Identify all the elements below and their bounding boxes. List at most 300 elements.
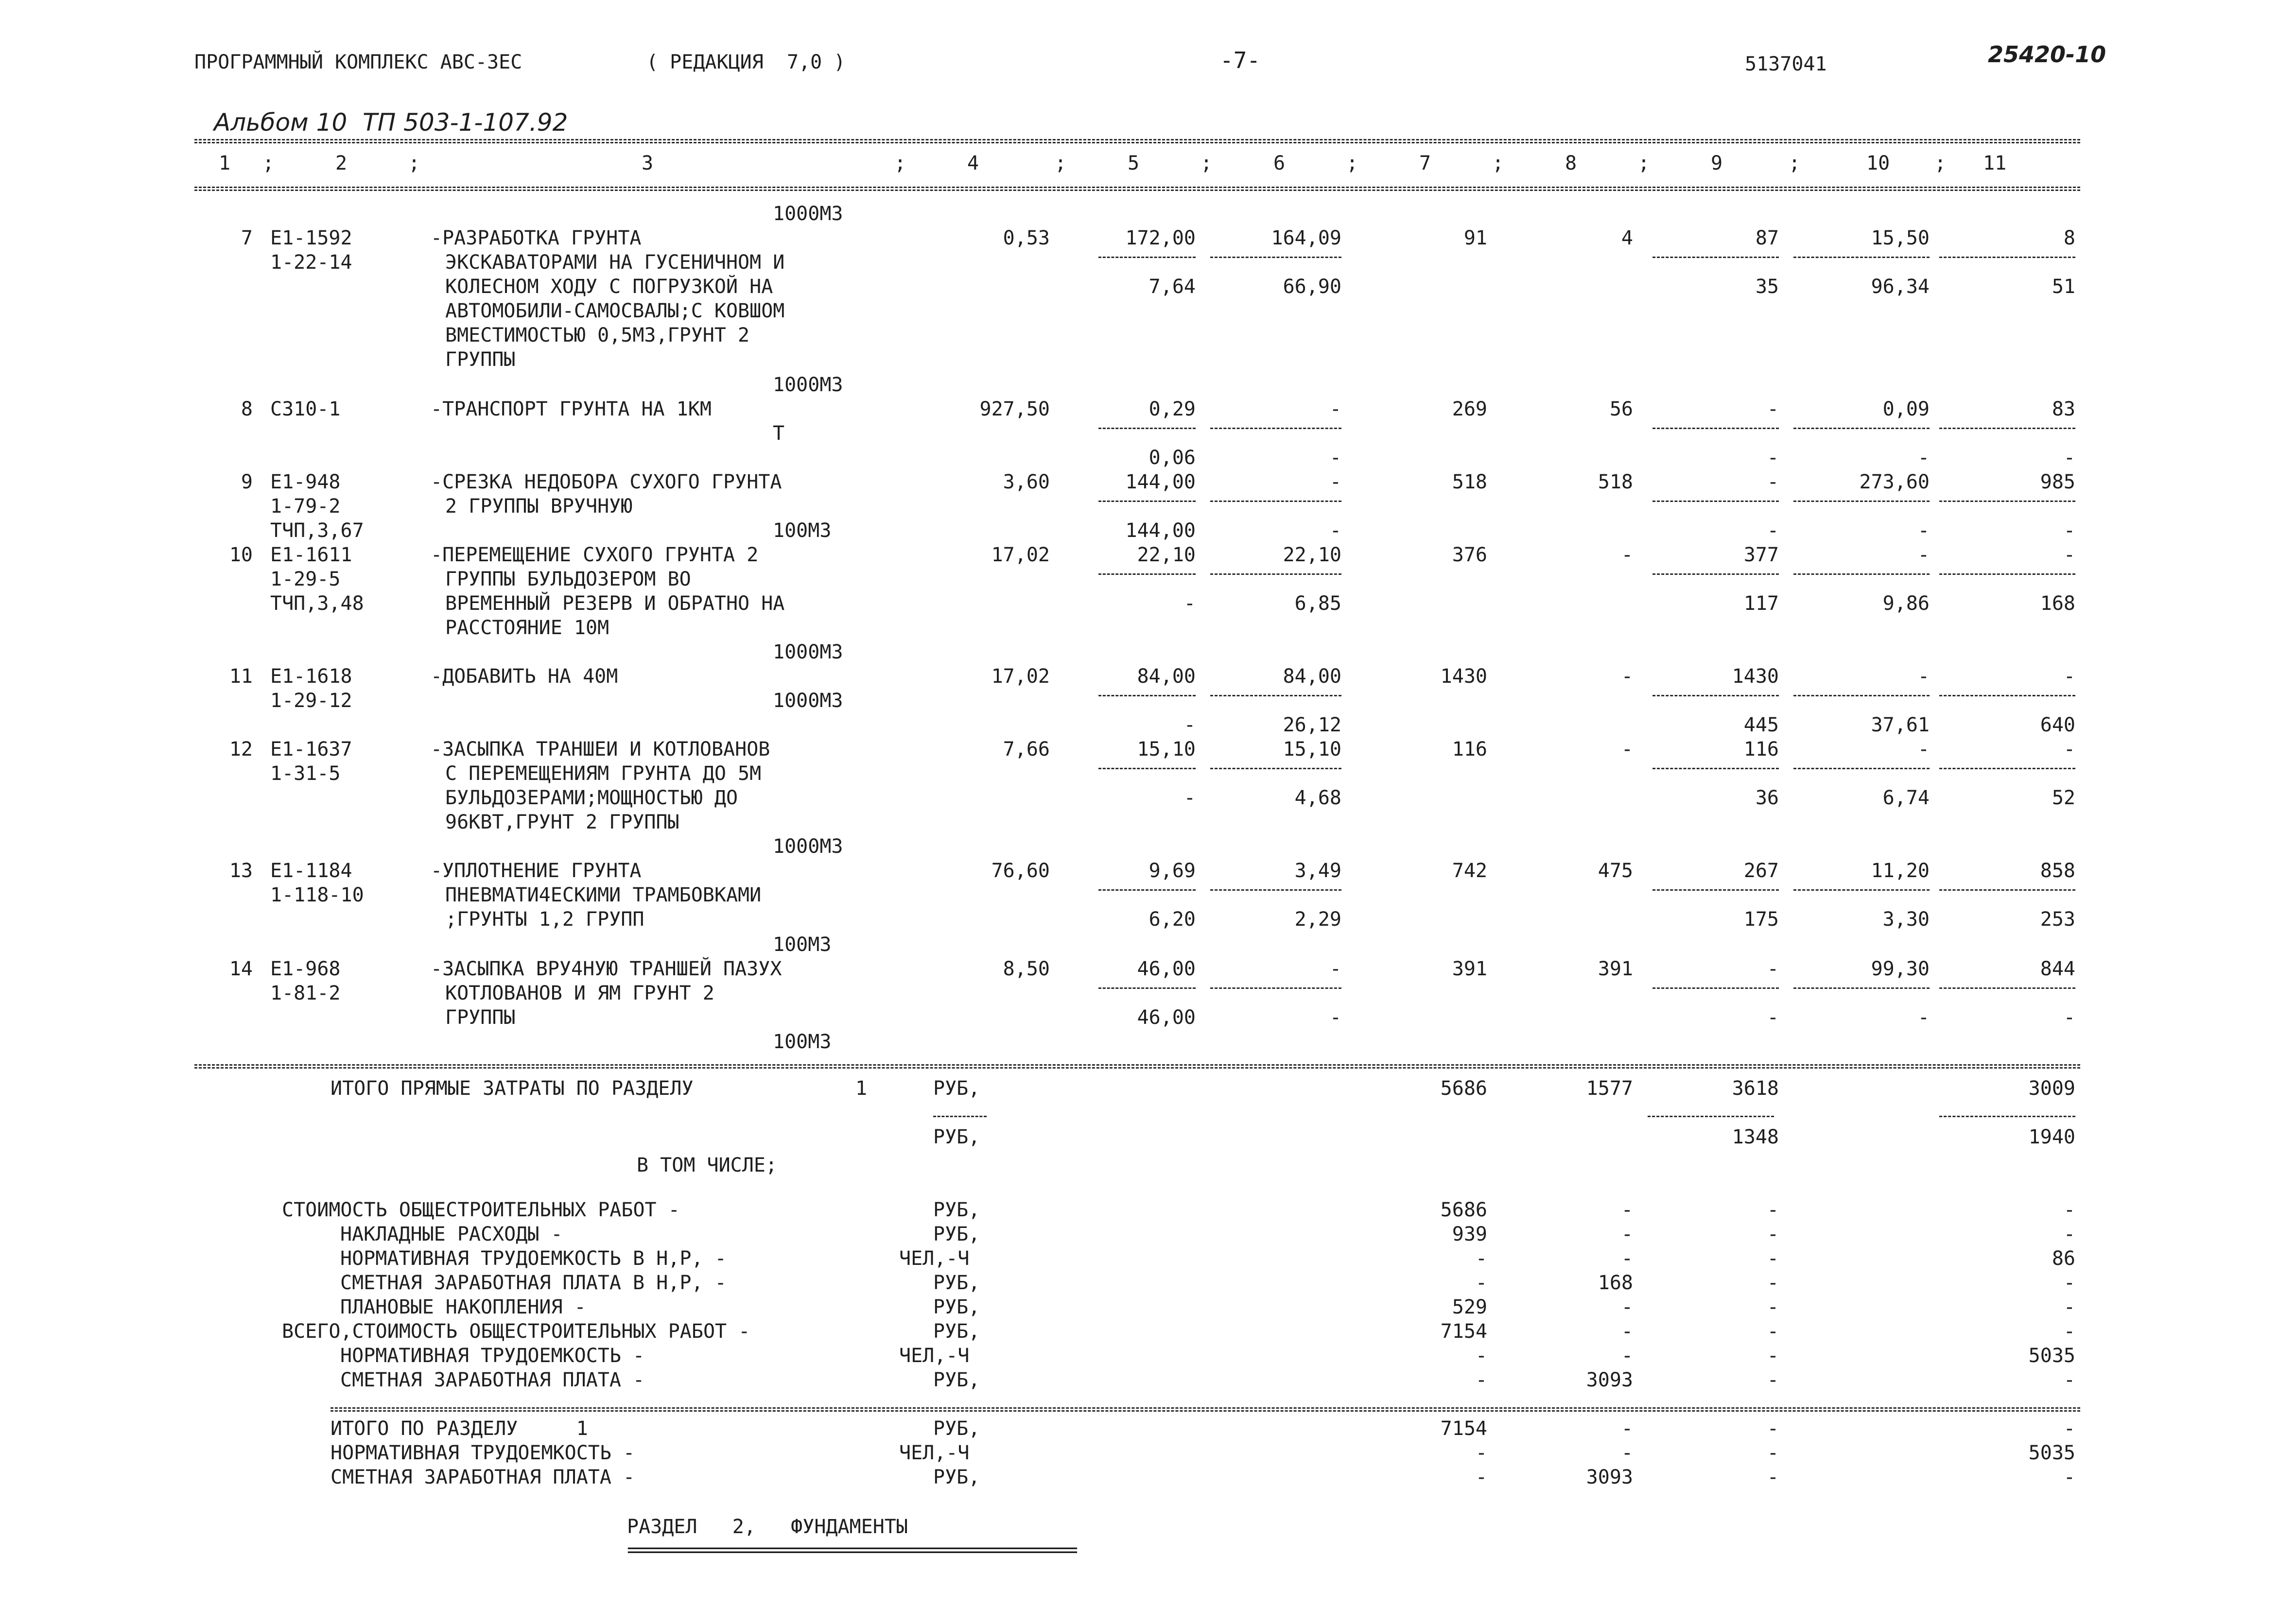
value-c9: 116 [1743,738,1779,760]
column-header-1: 1 [219,152,231,174]
value-c7: 1430 [1440,665,1487,688]
item-description: КОТЛОВАНОВ И ЯМ ГРУНТ 2 [445,982,714,1004]
value-c10: 9,86 [1882,592,1930,615]
summary-c7: - [1475,1369,1487,1391]
value-c11: 640 [2040,714,2075,736]
item-number: 12 [229,738,253,760]
value-separator-rule [1210,695,1341,696]
section-total-c11: - [2063,1466,2075,1488]
value-separator-rule [1652,257,1779,258]
summary-c8: - [1621,1223,1633,1245]
value-c5: 144,00 [1125,519,1196,542]
value-c6: - [1329,519,1341,542]
value-c10: - [1917,447,1930,469]
value-c5: 6,20 [1148,908,1196,931]
value-c11: 8 [2063,227,2075,249]
value-c10: 6,74 [1882,787,1930,809]
value-c9: - [1767,1006,1779,1029]
value-c7: 116 [1452,738,1487,760]
totals-rule [194,1064,2080,1066]
header-rule-top [194,139,2080,140]
column-separator: ; [408,152,420,174]
value-c11: 51 [2052,276,2075,298]
column-separator: ; [1346,152,1358,174]
item-code: С310-1 [270,398,341,420]
value-separator-rule [1098,501,1196,502]
summary-label: НАКЛАДНЫЕ РАСХОДЫ - [340,1223,563,1245]
item-code: Е1-948 [270,471,341,493]
item-description: ВМЕСТИМОСТЬЮ 0,5М3,ГРУНТ 2 [445,324,750,346]
section-total-c8: 3093 [1586,1466,1633,1488]
value-c10: 15,50 [1871,227,1930,249]
value-c11: 253 [2040,908,2075,931]
value-separator-rule [1210,501,1341,502]
section-total-label: СМЕТНАЯ ЗАРАБОТНАЯ ПЛАТА - [330,1466,635,1488]
item-number: 11 [229,665,253,688]
summary-label: СМЕТНАЯ ЗАРАБОТНАЯ ПЛАТА В Н,Р, - [340,1272,727,1294]
value-c10: 273,60 [1859,471,1930,493]
edition-label: ( РЕДАКЦИЯ 7,0 ) [646,51,846,73]
totals-rule-2 [194,1067,2080,1069]
value-c4: 17,02 [991,544,1050,566]
value-c4: 8,50 [1003,958,1050,980]
value-separator-rule [1098,573,1196,575]
item-code: ТЧП,3,48 [270,592,364,615]
section-total-c9: - [1767,1417,1779,1440]
value-c8: 4 [1621,227,1633,249]
value-separator-rule [1939,889,2075,891]
page-number: -7- [1220,47,1261,73]
value-separator-rule [1098,889,1196,891]
summary-unit: РУБ, [933,1272,980,1294]
value-c5: 9,69 [1148,860,1196,882]
column-header-8: 8 [1565,152,1577,174]
summary-unit: РУБ, [933,1199,980,1221]
value-c6: 2,29 [1294,908,1341,931]
item-code: Е1-1184 [270,860,352,882]
summary-c9: - [1767,1272,1779,1294]
value-c11: - [2063,544,2075,566]
section-total-c11: - [2063,1417,2075,1440]
item-number: 8 [241,398,253,420]
item-description: -СРЕЗКА НЕДОБОРА СУХОГО ГРУНТА [431,471,782,493]
value-separator-rule [1939,987,2075,989]
value-c5: 172,00 [1125,227,1196,249]
column-separator: ; [894,152,906,174]
item-code: 1-29-5 [270,568,341,590]
summary-c9: - [1767,1369,1779,1391]
value-separator-rule [1652,428,1779,429]
value-c6: 66,90 [1283,276,1341,298]
item-code: 1-118-10 [270,884,364,906]
value-c9: 267 [1743,860,1779,882]
value-separator-rule [1939,257,2075,258]
column-separator: ; [1638,152,1650,174]
value-c7: 376 [1452,544,1487,566]
value-c6: 6,85 [1294,592,1341,615]
unit-of-measure: 100М3 [773,519,832,542]
value-c4: 76,60 [991,860,1050,882]
including-label: В ТОМ ЧИСЛЕ; [637,1154,777,1176]
value-separator-rule [1939,501,2075,502]
program-title: ПРОГРАММНЫЙ КОМПЛЕКС АВС-3ЕС [194,51,522,73]
value-c6: 15,10 [1283,738,1341,760]
value-separator-rule [1793,501,1930,502]
summary-unit: РУБ, [933,1369,980,1391]
value-c5: 15,10 [1137,738,1196,760]
value-c4: 7,66 [1003,738,1050,760]
summary-c9: - [1767,1296,1779,1318]
section-total-rule [330,1407,2080,1409]
item-code: ТЧП,3,67 [270,519,364,542]
item-number: 10 [229,544,253,566]
column-separator: ; [1492,152,1504,174]
summary-c9: - [1767,1199,1779,1221]
section-total-rule-2 [330,1410,2080,1412]
section-total-c11: 5035 [2028,1442,2075,1464]
value-c7: 269 [1452,398,1487,420]
section-total-c7: 7154 [1440,1417,1487,1440]
value-c6: 4,68 [1294,787,1341,809]
summary-label: НОРМАТИВНАЯ ТРУДОЕМКОСТЬ В Н,Р, - [340,1247,727,1270]
value-c5: 46,00 [1137,1006,1196,1029]
value-c8: 475 [1598,860,1633,882]
value-c8: 518 [1598,471,1633,493]
value-c11: 858 [2040,860,2075,882]
item-description: РАССТОЯНИЕ 10М [445,617,609,639]
item-description: БУЛЬДОЗЕРАМИ;МОЩНОСТЬЮ ДО [445,787,738,809]
unit-of-measure: 1000М3 [773,374,843,396]
value-c6: 26,12 [1283,714,1341,736]
value-separator-rule [1210,889,1341,891]
summary-label: ВСЕГО,СТОИМОСТЬ ОБЩЕСТРОИТЕЛЬНЫХ РАБОТ - [282,1320,750,1343]
item-description: 96КВТ,ГРУНТ 2 ГРУППЫ [445,811,679,833]
value-c7: 91 [1463,227,1487,249]
column-header-10: 10 [1866,152,1890,174]
section-total-unit: РУБ, [933,1417,980,1440]
summary-c9: - [1767,1223,1779,1245]
value-c9: 445 [1743,714,1779,736]
value-c10: 3,30 [1882,908,1930,931]
value-c4: 0,53 [1003,227,1050,249]
item-number: 9 [241,471,253,493]
direct-costs2-col11: 1940 [2028,1126,2075,1148]
value-c11: 985 [2040,471,2075,493]
value-c11: - [2063,665,2075,688]
value-c4: 927,50 [979,398,1050,420]
direct-costs-col7: 5686 [1440,1077,1487,1100]
value-separator-rule [1098,768,1196,769]
summary-label: СМЕТНАЯ ЗАРАБОТНАЯ ПЛАТА - [340,1369,645,1391]
header-rule-bottom-2 [194,190,2080,191]
section-total-c9: - [1767,1466,1779,1488]
direct-costs-col9: 3618 [1732,1077,1779,1100]
value-separator-rule [1652,987,1779,989]
summary-c9: - [1767,1345,1779,1367]
item-code: Е1-968 [270,958,341,980]
album-handwritten-note: Альбом 10 ТП 503-1-107.92 [214,108,568,137]
item-description: ЭКСКАВАТОРАМИ НА ГУСЕНИЧНОМ И [445,251,785,274]
value-c9: 117 [1743,592,1779,615]
value-c9: - [1767,519,1779,542]
item-code: Е1-1611 [270,544,352,566]
value-c8: 391 [1598,958,1633,980]
value-separator-rule [1210,987,1341,989]
value-c9: 35 [1755,276,1779,298]
value-separator-rule [1939,768,2075,769]
value-separator-rule [1098,695,1196,696]
value-separator-rule [1793,573,1930,575]
item-description: -ЗАСЫПКА ТРАНШЕИ И КОТЛОВАНОВ [431,738,770,760]
section-total-label: ИТОГО ПО РАЗДЕЛУ 1 [330,1417,588,1440]
value-c9: 377 [1743,544,1779,566]
summary-c8: - [1621,1345,1633,1367]
value-c9: 175 [1743,908,1779,931]
unit-of-measure: 1000М3 [773,203,843,225]
summary-unit: РУБ, [933,1296,980,1318]
next-section-underline: ============================================== [627,1539,1076,1561]
column-header-11: 11 [1983,152,2007,174]
summary-label: ПЛАНОВЫЕ НАКОПЛЕНИЯ - [340,1296,586,1318]
summary-c8: - [1621,1199,1633,1221]
summary-c7: - [1475,1345,1487,1367]
value-c9: - [1767,958,1779,980]
item-description: 2 ГРУППЫ ВРУЧНУЮ [445,495,633,518]
section-total-c9: - [1767,1442,1779,1464]
value-c6: - [1329,471,1341,493]
item-description: ВРЕМЕННЫЙ РЕЗЕРВ И ОБРАТНО НА [445,592,785,615]
value-c10: - [1917,544,1930,566]
summary-c7: - [1475,1247,1487,1270]
value-c5: - [1183,787,1196,809]
value-c6: - [1329,1006,1341,1029]
unit-of-measure: Т [773,422,785,445]
summary-c9: - [1767,1320,1779,1343]
item-description: КОЛЕСНОМ ХОДУ С ПОГРУЗКОЙ НА [445,276,773,298]
value-c9: - [1767,471,1779,493]
value-separator-rule [1652,695,1779,696]
next-section-title: РАЗДЕЛ 2, ФУНДАМЕНТЫ [627,1516,908,1538]
value-c8: 56 [1609,398,1633,420]
value-separator-rule [1652,768,1779,769]
summary-c11: 86 [2052,1247,2075,1270]
summary-c8: 3093 [1586,1369,1633,1391]
header-rule-top-2 [194,142,2080,143]
summary-unit: ЧЕЛ,-Ч [899,1345,970,1367]
value-c10: - [1917,738,1930,760]
value-separator-rule [1210,573,1341,575]
item-description: -УПЛОТНЕНИЕ ГРУНТА [431,860,642,882]
item-description: С ПЕРЕМЕЩЕНИЯМ ГРУНТА ДО 5М [445,762,762,785]
direct-costs-label: ИТОГО ПРЯМЫЕ ЗАТРАТЫ ПО РАЗДЕЛУ [330,1077,694,1100]
archive-stamp: 25420-10 [1988,41,2106,68]
item-description: -ЗАСЫПКА ВРУ4НУЮ ТРАНШЕЙ ПАЗУХ [431,958,782,980]
value-separator-rule [1793,695,1930,696]
item-description: -РАЗРАБОТКА ГРУНТА [431,227,642,249]
value-c4: 3,60 [1003,471,1050,493]
item-number: 14 [229,958,253,980]
value-c4: 17,02 [991,665,1050,688]
value-c5: 0,29 [1148,398,1196,420]
summary-c11: - [2063,1320,2075,1343]
value-c10: 11,20 [1871,860,1930,882]
item-description: ПНЕВМАТИ4ЕСКИМИ ТРАМБОВКАМИ [445,884,762,906]
summary-label: СТОИМОСТЬ ОБЩЕСТРОИТЕЛЬНЫХ РАБОТ - [282,1199,680,1221]
column-separator: ; [1055,152,1067,174]
value-c9: - [1767,447,1779,469]
item-code: Е1-1592 [270,227,352,249]
value-c11: 52 [2052,787,2075,809]
item-code: 1-81-2 [270,982,341,1004]
direct-costs-section: 1 [855,1077,868,1100]
summary-c8: - [1621,1296,1633,1318]
value-separator-rule [1210,768,1341,769]
section-total-c7: - [1475,1442,1487,1464]
column-separator: ; [1789,152,1801,174]
value-c10: 37,61 [1871,714,1930,736]
summary-c7: - [1475,1272,1487,1294]
value-c6: 22,10 [1283,544,1341,566]
value-c11: - [2063,1006,2075,1029]
section-total-c8: - [1621,1442,1633,1464]
value-c9: 87 [1755,227,1779,249]
item-description: ;ГРУНТЫ 1,2 ГРУПП [445,908,644,931]
unit-of-measure: 1000М3 [773,835,843,858]
item-code: Е1-1618 [270,665,352,688]
column-header-6: 6 [1273,152,1286,174]
summary-c7: 529 [1452,1296,1487,1318]
summary-c7: 7154 [1440,1320,1487,1343]
column-header-9: 9 [1711,152,1723,174]
value-c9: 1430 [1732,665,1779,688]
value-c5: 84,00 [1137,665,1196,688]
value-c5: 7,64 [1148,276,1196,298]
value-c11: - [2063,447,2075,469]
value-c5: 144,00 [1125,471,1196,493]
column-header-5: 5 [1128,152,1140,174]
column-header-4: 4 [967,152,979,174]
value-c10: 96,34 [1871,276,1930,298]
value-c6: - [1329,958,1341,980]
item-code: 1-22-14 [270,251,352,274]
summary-c11: - [2063,1223,2075,1245]
value-c5: 46,00 [1137,958,1196,980]
value-c6: - [1329,447,1341,469]
item-description: -ДОБАВИТЬ НА 40М [431,665,618,688]
value-c7: 391 [1452,958,1487,980]
summary-c11: - [2063,1199,2075,1221]
item-code: 1-29-12 [270,690,352,712]
summary-c11: - [2063,1369,2075,1391]
section-total-unit: РУБ, [933,1466,980,1488]
summary-c11: - [2063,1296,2075,1318]
value-c8: - [1621,544,1633,566]
section-total-c7: - [1475,1466,1487,1488]
summary-c9: - [1767,1247,1779,1270]
direct-costs-unit-2: РУБ, [933,1126,980,1148]
column-header-2: 2 [335,152,348,174]
value-c5: 0,06 [1148,447,1196,469]
item-description: АВТОМОБИЛИ-САМОСВАЛЫ;С КОВШОМ [445,300,785,322]
summary-c7: 939 [1452,1223,1487,1245]
value-separator-rule [1098,257,1196,258]
direct-costs-col8: 1577 [1586,1077,1633,1100]
column-header-7: 7 [1419,152,1431,174]
unit-of-measure: 100М3 [773,933,832,956]
summary-unit: РУБ, [933,1320,980,1343]
column-separator: ; [262,152,275,174]
value-separator-rule [1793,987,1930,989]
value-separator-rule [1793,768,1930,769]
section-total-c8: - [1621,1417,1633,1440]
direct-costs-col11: 3009 [2028,1077,2075,1100]
summary-c8: - [1621,1320,1633,1343]
summary-c11: - [2063,1272,2075,1294]
item-description: -ТРАНСПОРТ ГРУНТА НА 1КМ [431,398,712,420]
item-code: 1-31-5 [270,762,341,785]
item-code: 1-79-2 [270,495,341,518]
value-separator-rule [1793,428,1930,429]
value-c9: - [1767,398,1779,420]
value-c5: 22,10 [1137,544,1196,566]
value-separator-rule [1793,257,1930,258]
value-separator-rule [1098,428,1196,429]
value-c11: 83 [2052,398,2075,420]
item-description: ГРУППЫ БУЛЬДОЗЕРОМ ВО [445,568,691,590]
value-separator-rule [1210,257,1341,258]
value-c6: 164,09 [1271,227,1341,249]
value-c8: - [1621,665,1633,688]
value-separator-rule [1098,987,1196,989]
item-number: 7 [241,227,253,249]
value-c6: 3,49 [1294,860,1341,882]
value-c9: 36 [1755,787,1779,809]
value-separator-rule [1939,428,2075,429]
value-separator-rule [1210,428,1341,429]
value-c10: - [1917,665,1930,688]
unit-of-measure: 100М3 [773,1031,832,1053]
value-c6: - [1329,398,1341,420]
column-separator: ; [1200,152,1213,174]
col9-underline [1648,1116,1774,1117]
value-c7: 742 [1452,860,1487,882]
column-separator: ; [1934,152,1947,174]
col11-underline [1939,1116,2075,1117]
item-code: Е1-1637 [270,738,352,760]
value-c10: - [1917,519,1930,542]
document-number: 5137041 [1745,53,1827,75]
value-separator-rule [1939,695,2075,696]
value-c6: 84,00 [1283,665,1341,688]
item-number: 13 [229,860,253,882]
summary-label: НОРМАТИВНАЯ ТРУДОЕМКОСТЬ - [340,1345,645,1367]
section-total-unit: ЧЕЛ,-Ч [899,1442,970,1464]
unit-of-measure: 1000М3 [773,690,843,712]
summary-unit: ЧЕЛ,-Ч [899,1247,970,1270]
value-separator-rule [1652,501,1779,502]
value-c11: - [2063,738,2075,760]
value-separator-rule [1793,889,1930,891]
value-c11: - [2063,519,2075,542]
value-c10: - [1917,1006,1930,1029]
header-rule-bottom [194,187,2080,188]
value-c5: - [1183,592,1196,615]
summary-c8: - [1621,1247,1633,1270]
summary-c8: 168 [1598,1272,1633,1294]
unit-underline [933,1116,987,1117]
value-separator-rule [1939,573,2075,575]
value-c8: - [1621,738,1633,760]
